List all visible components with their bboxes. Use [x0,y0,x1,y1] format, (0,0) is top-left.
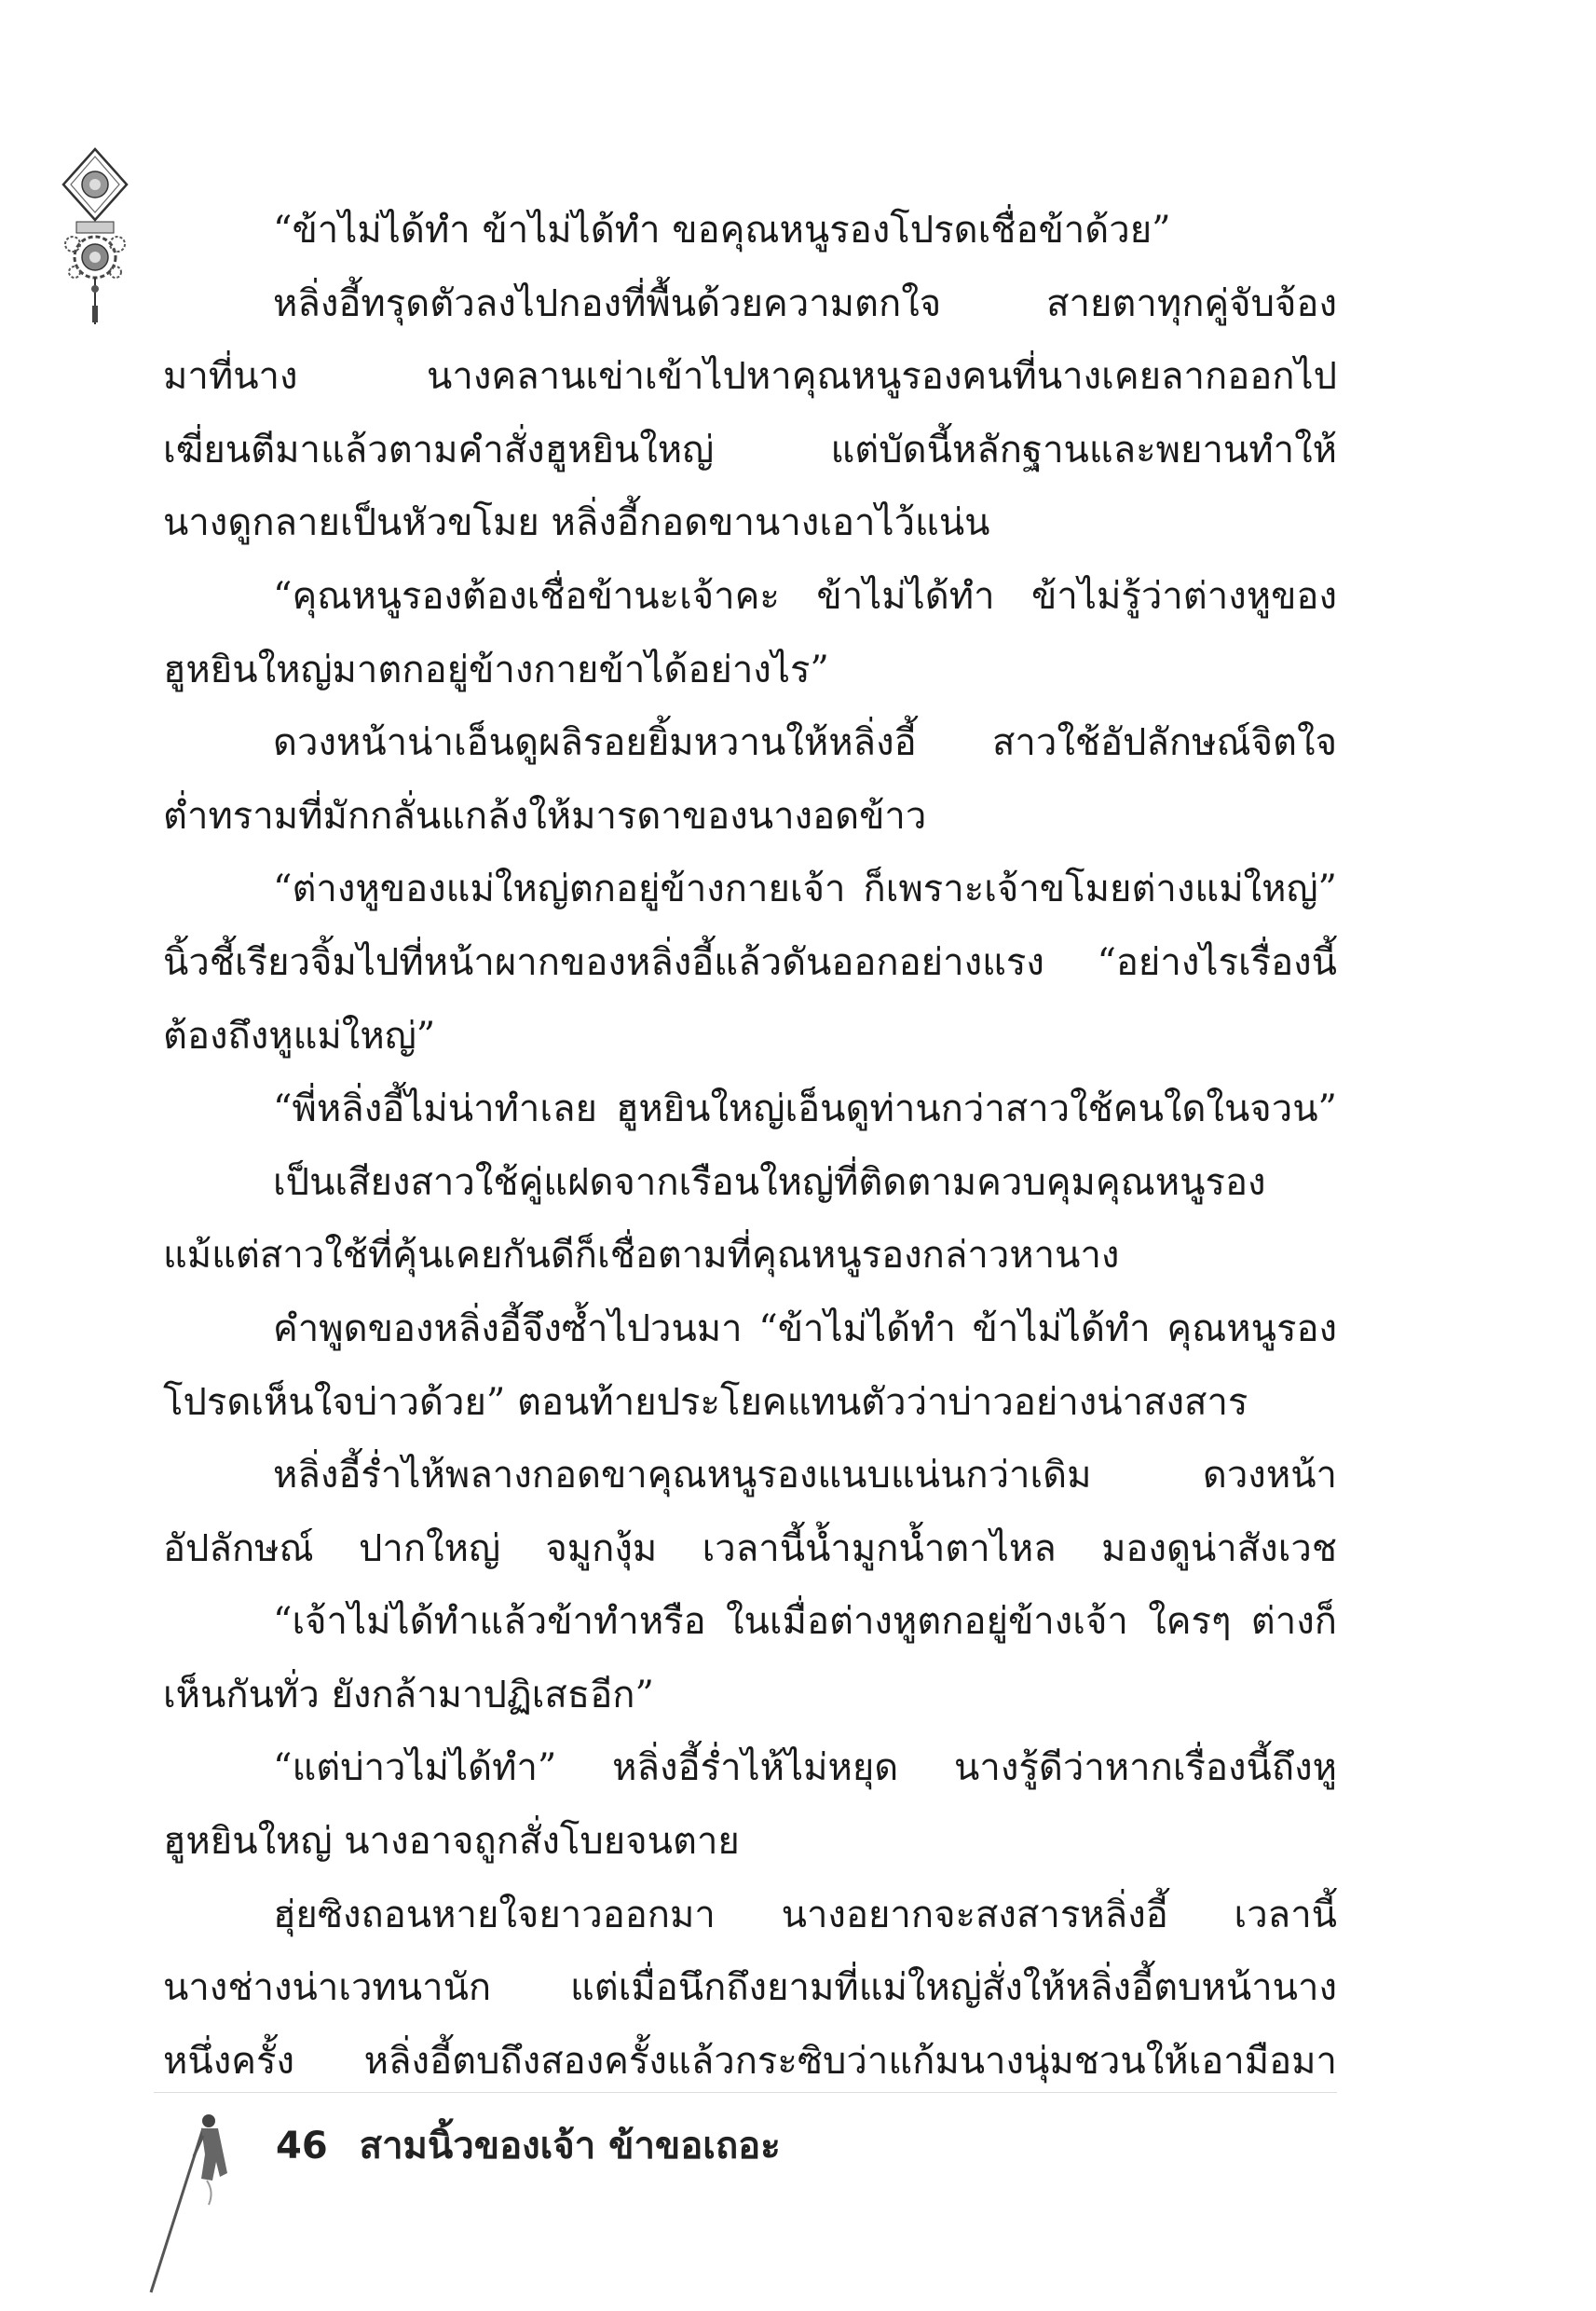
text-line: ฮูหยินใหญ่มาตกอยู่ข้างกายข้าได้อย่างไร” [163,648,829,691]
body-text [163,194,1337,2098]
text-line: “เจ้าไม่ได้ทำแล้วข้าทำหรือ ในเมื่อต่างหูตกอยู่ข้างเจ้า ใครๆ ต่างก็ [273,1600,1337,1644]
text-line: คำพูดของหลิ่งอี้จึงซ้ำไปวนมา “ข้าไม่ได้ทำ ข้าไม่ได้ทำ คุณหนูรอง [273,1306,1337,1350]
text-line: “คุณหนูรองต้องเชื่อข้านะเจ้าคะ ข้าไม่ได้ทำ ข้าไม่รู้ว่าต่างหูของ [273,574,1337,618]
book-title: สามนิ้วของเจ้า ข้าขอเถอะ [359,2125,781,2167]
text-line: นางช่างน่าเวทนานัก แต่เมื่อนึกถึงยามที่แม่ใหญ่สั่งให้หลิ่งอี้ตบหน้านาง [163,1966,1337,2010]
text-line: ฮูหยินใหญ่ นางอาจถูกสั่งโบยจนตาย [163,1820,740,1864]
footer-divider [154,2092,1337,2093]
text-line: เป็นเสียงสาวใช้คู่แฝดจากเรือนใหญ่ที่ติดตามควบคุมคุณหนูรอง [273,1160,1266,1204]
text-line: ฮุ่ยซิงถอนหายใจยาวออกมา นางอยากจะสงสารหลิ่งอี้ เวลานี้ [273,1893,1337,1936]
text-line: “ต่างหูของแม่ใหญ่ตกอยู่ข้างกายเจ้า ก็เพราะเจ้าขโมยต่างแม่ใหญ่” [273,868,1337,911]
page-footer [276,2115,781,2175]
text-line: “พี่หลิ่งอี้ไม่น่าทำเลย ฮูหยินใหญ่เอ็นดูท่านกว่าสาวใช้คนใดในจวน” [273,1087,1337,1131]
text-line: หนึ่งครั้ง หลิ่งอี้ตบถึงสองครั้งแล้วกระซิบว่าแก้มนางนุ่มชวนให้เอามือมา [163,2039,1337,2083]
text-line: “แต่บ่าวไม่ได้ทำ” หลิ่งอี้ร่ำไห้ไม่หยุด นางรู้ดีว่าหากเรื่องนี้ถึงหู [273,1746,1337,1790]
page-number: 46 [276,2125,328,2167]
text-line: เห็นกันทั่ว ยังกล้ามาปฏิเสธอีก” [163,1673,654,1716]
text-line: อัปลักษณ์ ปากใหญ่ จมูกงุ้ม เวลานี้น้ำมูกน้ำตาไหล มองดูน่าสังเวช [163,1526,1337,1570]
text-line: มาที่นาง นางคลานเข่าเข้าไปหาคุณหนูรองคนที่นางเคยลากออกไป [163,355,1337,399]
text-line: ต้องถึงหูแม่ใหญ่” [163,1014,436,1058]
figure-silhouette-icon [140,2108,242,2294]
text-line: “ข้าไม่ได้ทำ ข้าไม่ได้ทำ ขอคุณหนูรองโปรดเชื่อข้าด้วย” [273,209,1171,252]
text-line: นิ้วชี้เรียวจิ้มไปที่หน้าผากของหลิ่งอี้แล้วดันออกอย่างแรง “อย่างไรเรื่องนี้ [163,940,1337,984]
text-line: ต่ำทรามที่มักกลั่นแกล้งให้มารดาของนางอดข้าว [163,794,927,838]
text-line: หลิ่งอี้ร่ำไห้พลางกอดขาคุณหนูรองแนบแน่นกว่าเดิม ดวงหน้า [273,1454,1337,1497]
text-line: แม้แต่สาวใช้ที่คุ้นเคยกันดีก็เชื่อตามที่คุณหนูรองกล่าวหานาง [163,1234,1120,1278]
text-line: หลิ่งอี้ทรุดตัวลงไปกองที่พื้นด้วยความตกใจ สายตาทุกคู่จับจ้อง [273,281,1337,325]
text-line: นางดูกลายเป็นหัวขโมย หลิ่งอี้กอดขานางเอาไว้แน่น [163,501,990,545]
ornament-emblem-icon [58,147,132,334]
text-line: เฆี่ยนตีมาแล้วตามคำสั่งฮูหยินใหญ่ แต่บัดนี้หลักฐานและพยานทำให้ [163,428,1337,472]
text-line: โปรดเห็นใจบ่าวด้วย” ตอนท้ายประโยคแทนตัวว่าบ่าวอย่างน่าสงสาร [163,1380,1248,1424]
text-line: ดวงหน้าน่าเอ็นดูผลิรอยยิ้มหวานให้หลิ่งอี้ สาวใช้อัปลักษณ์จิตใจ [273,721,1337,765]
